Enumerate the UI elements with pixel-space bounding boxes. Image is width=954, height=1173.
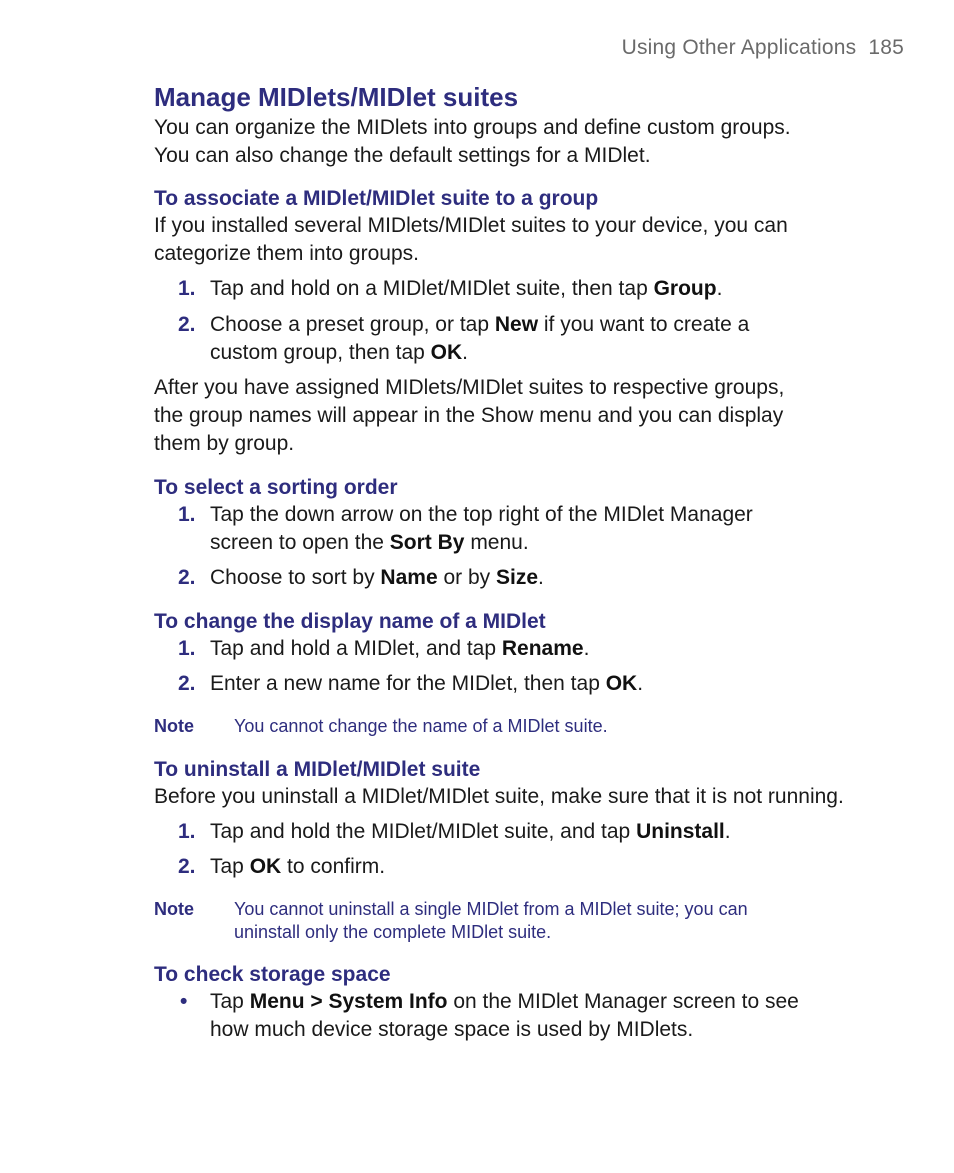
running-header — [622, 36, 904, 60]
step-text: . — [637, 672, 644, 695]
step-number: 1. — [178, 503, 196, 526]
associate-after-line-3: them by group. — [154, 432, 295, 455]
bullet-icon: • — [180, 990, 188, 1013]
step-bold: New — [494, 313, 539, 336]
note-label: Note — [154, 899, 194, 919]
step-number: 1. — [178, 637, 196, 660]
step-text: . — [462, 341, 468, 364]
uninstall-steps — [154, 818, 894, 881]
associate-after — [154, 374, 894, 458]
step-text: Tap — [210, 990, 250, 1013]
page-number: 185 — [868, 36, 904, 59]
step-text: Choose a preset group, or tap — [210, 313, 495, 336]
step-bold: OK — [605, 672, 638, 695]
intro-line-1: You can organize the MIDlets into groups and define custom groups. — [154, 116, 791, 139]
sorting-steps — [154, 501, 894, 592]
associate-after-line-1: After you have assigned MIDlets/MIDlet suites to respective groups, — [154, 376, 785, 399]
storage-steps — [154, 988, 894, 1044]
associate-intro-line-1: If you installed several MIDlets/MIDlet suites to your device, you can — [154, 214, 788, 237]
step-text: on the MIDlet Manager screen to see — [447, 990, 799, 1013]
associate-intro — [154, 212, 894, 268]
list-item — [154, 311, 894, 367]
step-text: Tap the down arrow on the top right of the MIDlet Manager — [210, 503, 753, 526]
heading-storage: To check storage space — [154, 963, 391, 986]
step-text: Tap and hold the MIDlet/MIDlet suite, and tap — [210, 820, 637, 843]
step-text: to confirm. — [281, 855, 386, 878]
step-text: screen to open the — [210, 531, 390, 554]
step-text: Tap — [210, 855, 250, 878]
step-number: 2. — [178, 566, 196, 589]
step-number: 2. — [178, 313, 196, 336]
step-bold: Uninstall — [636, 820, 725, 843]
note-line-1: You cannot uninstall a single MIDlet from a MIDlet suite; you can — [234, 899, 748, 919]
step-text: menu. — [464, 531, 529, 554]
rename-steps — [154, 635, 894, 698]
step-number: 1. — [178, 820, 196, 843]
step-text: if you want to create a — [538, 313, 750, 336]
step-number: 2. — [178, 672, 196, 695]
list-item — [154, 670, 894, 698]
list-item — [154, 564, 894, 592]
note-uninstall — [154, 898, 894, 944]
step-bold: Rename — [501, 637, 584, 660]
heading-rename: To change the display name of a MIDlet — [154, 610, 546, 633]
list-item — [154, 275, 894, 303]
step-number: 2. — [178, 855, 196, 878]
step-bold: Name — [380, 566, 438, 589]
note-rename — [154, 715, 894, 738]
uninstall-intro: Before you uninstall a MIDlet/MIDlet suite, make sure that it is not running. — [154, 785, 844, 808]
step-bold: Menu > System Info — [249, 990, 448, 1013]
intro-paragraph — [154, 114, 894, 170]
list-item — [154, 818, 894, 846]
intro-line-2: You can also change the default settings for a MIDlet. — [154, 144, 651, 167]
page-content — [154, 80, 894, 1044]
associate-steps — [154, 275, 894, 367]
step-number: 1. — [178, 277, 196, 300]
heading-uninstall: To uninstall a MIDlet/MIDlet suite — [154, 758, 481, 781]
page-title: Manage MIDlets/MIDlet suites — [154, 82, 519, 112]
step-text: Tap and hold a MIDlet, and tap — [210, 637, 502, 660]
list-item — [154, 853, 894, 881]
heading-associate: To associate a MIDlet/MIDlet suite to a group — [154, 187, 599, 210]
associate-after-line-2: the group names will appear in the Show menu and you can display — [154, 404, 784, 427]
step-text: . — [716, 277, 723, 300]
list-item — [154, 988, 894, 1044]
step-text: . — [724, 820, 731, 843]
list-item — [154, 501, 894, 557]
step-text: . — [538, 566, 544, 589]
section-title: Using Other Applications — [621, 36, 857, 59]
note-text: You cannot change the name of a MIDlet suite. — [234, 716, 608, 736]
note-text — [234, 898, 748, 944]
heading-sorting: To select a sorting order — [154, 476, 398, 499]
step-bold: Sort By — [389, 531, 465, 554]
list-item — [154, 635, 894, 663]
step-text: how much device storage space is used by MIDlets. — [210, 1018, 694, 1041]
step-text: or by — [437, 566, 496, 589]
step-text: Choose to sort by — [210, 566, 381, 589]
step-text: custom group, then tap — [210, 341, 431, 364]
step-text: Enter a new name for the MIDlet, then tap — [210, 672, 606, 695]
step-bold: Size — [495, 566, 539, 589]
step-text: . — [583, 637, 590, 660]
step-bold: OK — [249, 855, 282, 878]
step-bold: Group — [653, 277, 717, 300]
note-line-2: uninstall only the complete MIDlet suite. — [234, 922, 552, 942]
associate-intro-line-2: categorize them into groups. — [154, 242, 419, 265]
step-bold: OK — [430, 341, 463, 364]
note-label: Note — [154, 716, 194, 736]
step-text: Tap and hold on a MIDlet/MIDlet suite, then tap — [210, 277, 654, 300]
